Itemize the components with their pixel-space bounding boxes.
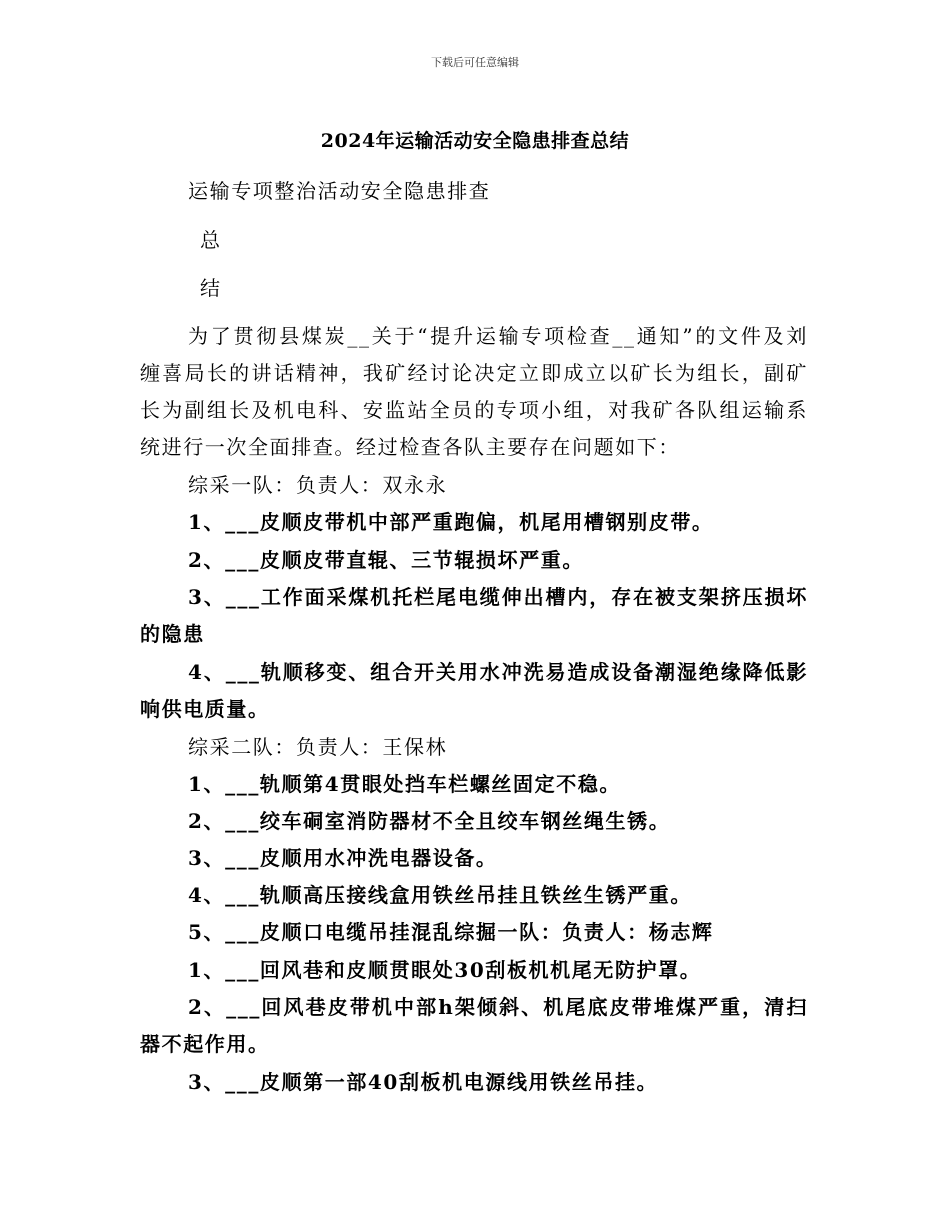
team2-item-2: 2、___绞车硐室消防器材不全且绞车钢丝绳生锈。 <box>188 809 671 833</box>
intro-line-3: 长为副组长及机电科、安监站全员的专项小组，对我矿各队组运输系 <box>140 398 808 422</box>
intro-line-4: 统进行一次全面排查。经过检查各队主要存在问题如下： <box>140 435 680 459</box>
team1-item-3-cont: 的隐患 <box>140 622 205 646</box>
team1-item-2: 2、___皮顺皮带直辊、三节辊损坏严重。 <box>188 548 584 572</box>
intro-line-2: 缠喜局长的讲话精神，我矿经讨论决定立即成立以矿长为组长，副矿 <box>140 361 808 385</box>
team1-item-4: 4、___轨顺移变、组合开关用水冲洗易造成设备潮湿绝缘降低影 <box>188 660 808 684</box>
team1-item-3: 3、___工作面采煤机托栏尾电缆伸出槽内，存在被支架挤压损坏 <box>188 585 808 609</box>
team3-item-2-cont: 器不起作用。 <box>140 1032 270 1056</box>
subtitle-char-jie: 结 <box>200 276 222 300</box>
team3-item-3: 3、___皮顺第一部40刮板机电源线用铁丝吊挂。 <box>188 1070 659 1094</box>
team3-item-1: 1、___回风巷和皮顺贯眼处30刮板机机尾无防护罩。 <box>188 958 702 982</box>
team3-item-2: 2、___回风巷皮带机中部h架倾斜、机尾底皮带堆煤严重，清扫 <box>188 995 808 1019</box>
team1-heading: 综采一队：负责人：双永永 <box>188 473 448 497</box>
team1-item-1: 1、___皮顺皮带机中部严重跑偏，机尾用槽钢别皮带。 <box>188 510 714 534</box>
subtitle: 运输专项整治活动安全隐患排查 <box>188 179 491 203</box>
team1-item-4-cont: 响供电质量。 <box>140 697 270 721</box>
header-note: 下载后可任意编辑 <box>431 56 519 69</box>
team2-item-3: 3、___皮顺用水冲洗电器设备。 <box>188 846 498 870</box>
document-title: 2024年运输活动安全隐患排查总结 <box>320 130 630 152</box>
team2-item-5: 5、___皮顺口电缆吊挂混乱综掘一队：负责人：杨志辉 <box>188 920 714 944</box>
subtitle-char-zong: 总 <box>200 228 222 252</box>
team2-heading: 综采二队：负责人：王保林 <box>188 735 448 759</box>
team2-item-4: 4、___轨顺高压接线盒用铁丝吊挂且铁丝生锈严重。 <box>188 883 692 907</box>
team2-item-1: 1、___轨顺第4贯眼处挡车栏螺丝固定不稳。 <box>188 772 622 796</box>
intro-line-1: 为了贯彻县煤炭__关于“提升运输专项检查__通知”的文件及刘 <box>188 324 808 348</box>
